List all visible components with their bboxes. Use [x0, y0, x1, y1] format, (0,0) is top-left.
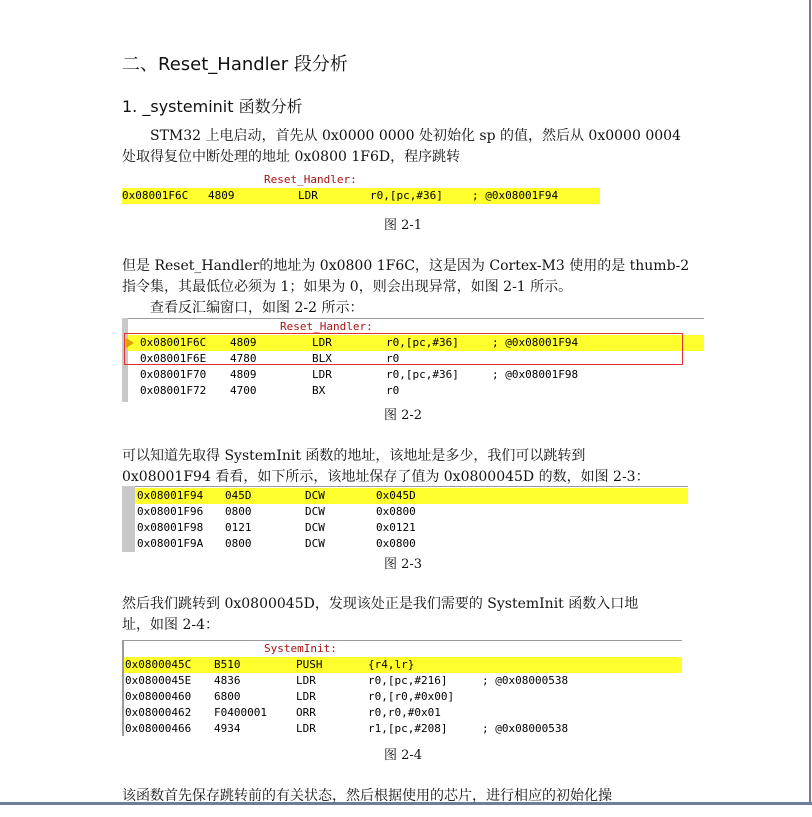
- code-opcode: F0400001: [214, 706, 267, 719]
- code-row: [124, 657, 682, 673]
- code-operand: r0,[pc,#216]: [368, 674, 448, 687]
- code-opcode: 4780: [230, 352, 257, 365]
- code-address: 0x08001F72: [140, 384, 207, 397]
- code-row: [135, 520, 688, 536]
- code-address: 0x08000466: [125, 722, 192, 735]
- paragraph-5-line: 该函数首先保存跳转前的有关状态，然后根据使用的芯片，进行相应的初始化操: [122, 788, 612, 804]
- paragraph-1-line: 处取得复位中断处理的地址 0x0800 1F6D，程序跳转: [122, 149, 461, 165]
- code-row: [124, 689, 682, 705]
- paragraph-4-line: 然后我们跳转到 0x0800045D，发现该处正是我们需要的 SystemInit 函数入口地: [122, 596, 639, 612]
- subsection-heading: 1. _systeminit 函数分析: [122, 97, 303, 116]
- code-address: 0x08001F9A: [137, 537, 204, 550]
- code-operand: r1,[pc,#208]: [368, 722, 448, 735]
- paragraph-5: [122, 786, 687, 807]
- code-label: Reset_Handler:: [264, 173, 357, 186]
- gutter: [122, 486, 135, 552]
- code-address: 0x08001F70: [140, 368, 207, 381]
- code-row: [124, 673, 682, 689]
- code-operand: r0,[pc,#36]: [386, 336, 459, 349]
- section-heading: 二、Reset_Handler 段分析: [122, 54, 348, 75]
- figure-2-3: [122, 486, 688, 552]
- paragraph-1: [122, 126, 687, 168]
- figure-2-1: [122, 172, 600, 206]
- code-opcode: 0121: [225, 521, 252, 534]
- code-operand: {r4,lr}: [368, 658, 415, 671]
- paragraph-2-line: 指令集，其最低位必须为 1；如果为 0，则会出现异常，如图 2-1 所示。: [122, 279, 573, 295]
- code-comment: ; @0x08001F98: [492, 368, 579, 381]
- code-mnemonic: DCW: [305, 489, 325, 502]
- paragraph-1-line: STM32 上电启动，首先从 0x0000 0000 处初始化 sp 的值，然后从 0x0000 0004: [150, 128, 681, 144]
- code-comment: ; @0x08000538: [482, 722, 569, 735]
- code-label: SystemInit:: [264, 642, 337, 655]
- code-address: 0x08001F98: [137, 521, 204, 534]
- code-operand: r0: [386, 384, 400, 397]
- figure-2-2: [122, 318, 704, 402]
- code-address: 0x08001F96: [137, 505, 204, 518]
- code-opcode: 4809: [230, 368, 257, 381]
- code-address: 0x08001F6C: [140, 336, 207, 349]
- code-row: [124, 721, 682, 736]
- code-comment: ; @0x08001F94: [472, 189, 559, 202]
- code-operand: 0x045D: [376, 489, 416, 502]
- figure-border: [122, 640, 682, 641]
- code-operand: 0x0800: [376, 505, 416, 518]
- code-mnemonic: DCW: [305, 505, 325, 518]
- code-mnemonic: BX: [312, 384, 326, 397]
- highlight-box: [124, 333, 683, 365]
- code-mnemonic: BLX: [312, 352, 332, 365]
- paragraph-3-line: 0x08001F94 看看，如下所示，该地址保存了值为 0x0800045D 的数，如图 2-3：: [122, 469, 650, 485]
- code-mnemonic: LDR: [296, 690, 316, 703]
- code-row: [128, 367, 704, 383]
- code-row: [128, 383, 704, 399]
- paragraph-2-line: 但是 Reset_Handler的地址为 0x0800 1F6C，这是因为 Cortex-M3 使用的是 thumb-2: [122, 258, 690, 274]
- paragraph-4-line: 址，如图 2-4：: [122, 617, 219, 633]
- code-address: 0x08001F94: [137, 489, 204, 502]
- code-comment: ; @0x08000538: [482, 674, 569, 687]
- code-operand: 0x0800: [376, 537, 416, 550]
- code-opcode: 4700: [230, 384, 257, 397]
- code-mnemonic: DCW: [305, 537, 325, 550]
- code-address: 0x08000460: [125, 690, 192, 703]
- code-label: Reset_Handler:: [280, 320, 373, 333]
- code-opcode: 0800: [225, 505, 252, 518]
- paragraph-4: [122, 594, 687, 636]
- code-address: 0x08001F6E: [140, 352, 207, 365]
- paragraph-2: [122, 256, 690, 319]
- code-row: [124, 705, 682, 721]
- figure-caption: 图 2-2: [384, 408, 423, 423]
- figure-border: [122, 318, 704, 319]
- code-opcode: 0800: [225, 537, 252, 550]
- code-row: [135, 536, 688, 552]
- code-address: 0x08001F6C: [122, 189, 189, 202]
- code-address: 0x08000462: [125, 706, 192, 719]
- code-mnemonic: DCW: [305, 521, 325, 534]
- figure-2-4: [122, 640, 682, 736]
- code-opcode: 4836: [214, 674, 241, 687]
- figure-caption: 图 2-1: [384, 218, 423, 233]
- figure-border: [122, 486, 688, 487]
- paragraph-2-line: 查看反汇编窗口，如图 2-2 所示：: [150, 300, 364, 316]
- code-opcode: 4809: [208, 189, 235, 202]
- code-row: [135, 488, 688, 504]
- code-comment: ; @0x08001F94: [492, 336, 579, 349]
- paragraph-3-line: 可以知道先取得 SystemInit 函数的地址，该地址是多少，我们可以跳转到: [122, 448, 586, 464]
- code-mnemonic: ORR: [296, 706, 316, 719]
- page-right-edge: [809, 0, 811, 805]
- code-mnemonic: LDR: [298, 189, 318, 202]
- code-mnemonic: LDR: [296, 722, 316, 735]
- code-opcode: 4809: [230, 336, 257, 349]
- code-operand: r0: [386, 352, 400, 365]
- code-opcode: 6800: [214, 690, 241, 703]
- code-operand: r0,[pc,#36]: [370, 189, 443, 202]
- code-row: [122, 188, 600, 204]
- figure-caption: 图 2-3: [384, 557, 423, 572]
- code-address: 0x0800045E: [125, 674, 192, 687]
- code-mnemonic: PUSH: [296, 658, 323, 671]
- paragraph-3: [122, 446, 687, 488]
- code-operand: 0x0121: [376, 521, 416, 534]
- code-operand: r0,[pc,#36]: [386, 368, 459, 381]
- code-opcode: 045D: [225, 489, 252, 502]
- code-opcode: B510: [214, 658, 241, 671]
- figure-caption: 图 2-4: [384, 748, 423, 763]
- code-mnemonic: LDR: [312, 336, 332, 349]
- code-operand: r0,r0,#0x01: [368, 706, 441, 719]
- code-mnemonic: LDR: [296, 674, 316, 687]
- code-row: [135, 504, 688, 520]
- code-address: 0x0800045C: [125, 658, 192, 671]
- code-mnemonic: LDR: [312, 368, 332, 381]
- code-operand: r0,[r0,#0x00]: [368, 690, 455, 703]
- code-opcode: 4934: [214, 722, 241, 735]
